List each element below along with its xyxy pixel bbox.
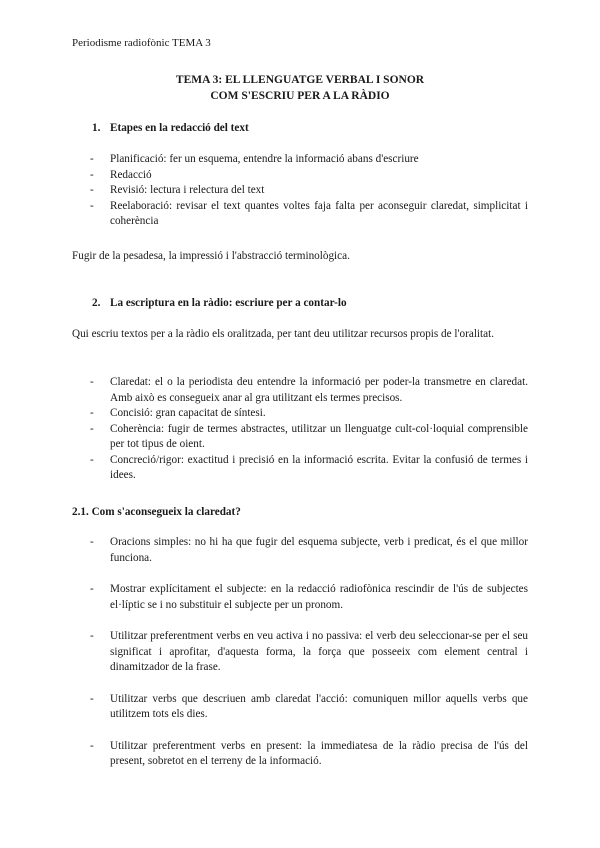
title-line-2: COM S'ESCRIU PER A LA RÀDIO xyxy=(210,90,390,102)
list-item: - Utilitzar verbs que descriuen amb claredat l'acció: comuniquen millor aquells verbs que utilitzem tots els dies. xyxy=(0,692,528,723)
section-2-1-heading: 2.1. Com s'aconsegueix la claredat? xyxy=(72,506,241,518)
title-line-1: TEMA 3: EL LLENGUATGE VERBAL I SONOR xyxy=(175,74,425,86)
list-item: - Claredat: el o la periodista deu entendre la informació per poder-la transmetre en claredat. Amb això es consegueix anar al gra utilitzant els termes precisos. xyxy=(0,375,528,406)
running-header: Periodisme radiofònic TEMA 3 xyxy=(72,37,211,49)
list-item: - Redacció xyxy=(0,168,528,184)
list-item: - Concisió: gran capacitat de síntesi. xyxy=(0,406,528,422)
section-1-heading xyxy=(92,121,249,137)
section-2-1-list xyxy=(0,535,528,786)
section-2-paragraph: Qui escriu textos per a la ràdio els oralitzada, per tant deu utilitzar recursos propis de l'oralitat. xyxy=(72,328,495,340)
section-2-heading xyxy=(92,296,347,312)
list-item: - Reelaboració: revisar el text quantes voltes faja falta per aconseguir claredat, simplicitat i coherència xyxy=(0,199,528,230)
list-item: - Coherència: fugir de termes abstractes, utilitzar un llenguatge cult-col·loquial comprensible per tot tipus de oient. xyxy=(0,422,528,453)
list-item: - Concreció/rigor: exactitud i precisió en la informació escrita. Evitar la confusió de termes i idees. xyxy=(0,453,528,484)
section-1-list xyxy=(0,152,528,230)
section-2-list xyxy=(0,375,528,484)
section-2-number: 2. xyxy=(92,297,101,309)
list-item: - Planificació: fer un esquema, entendre la informació abans d'escriure xyxy=(0,152,528,168)
list-item: - Utilitzar preferentment verbs en veu activa i no passiva: el verb deu seleccionar-se per el seu significat i aprofitar, d'aquesta forma, la força que posseeix com element central i dinamitzador de la frase. xyxy=(0,629,528,676)
section-1-number: 1. xyxy=(92,122,101,134)
list-item: - Oracions simples: no hi ha que fugir del esquema subjecte, verb i predicat, és el que millor funciona. xyxy=(0,535,528,566)
document-title xyxy=(0,72,600,104)
section-1-paragraph: Fugir de la pesadesa, la impressió i l'abstracció terminològica. xyxy=(72,250,350,262)
section-2-title: La escriptura en la ràdio: escriure per a contar-lo xyxy=(110,297,347,309)
list-item: - Utilitzar preferentment verbs en present: la immediatesa de la ràdio precisa de l'ús del present, sobretot en el terreny de la informació. xyxy=(0,739,528,770)
list-item: - Mostrar explícitament el subjecte: en la redacció radiofònica rescindir de l'ús de subjectes el·líptic se i no substituir el subjecte per un pronom. xyxy=(0,582,528,613)
section-1-title: Etapes en la redacció del text xyxy=(110,122,249,134)
list-item: - Revisió: lectura i relectura del text xyxy=(0,183,528,199)
